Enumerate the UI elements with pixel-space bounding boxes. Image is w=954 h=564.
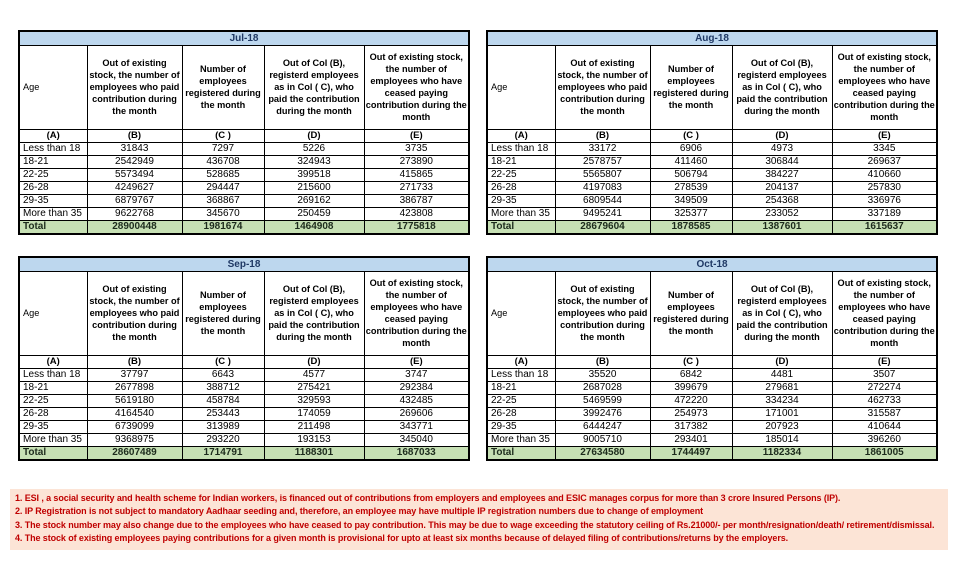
column-header-b: Out of existing stock, the number of employees who paid contribution during the month [555, 271, 650, 355]
value-cell-d: 4973 [732, 142, 832, 155]
value-cell-e: 292384 [364, 381, 469, 394]
table-row [19, 194, 469, 207]
value-cell-d: 329593 [264, 394, 364, 407]
value-cell-e: 423808 [364, 207, 469, 220]
age-cell: 18-21 [19, 381, 87, 394]
age-cell: More than 35 [487, 433, 555, 446]
value-cell-d: 215600 [264, 181, 364, 194]
value-cell-d: 324943 [264, 155, 364, 168]
table-row [487, 381, 937, 394]
month-table [486, 30, 938, 235]
table-row [487, 181, 937, 194]
age-cell: Less than 18 [19, 142, 87, 155]
column-letter-row [487, 129, 937, 142]
column-header-e: Out of existing stock, the number of employees who have ceased paying contribution during the month [364, 271, 469, 355]
column-letter-a: (A) [19, 355, 87, 368]
total-value-cell-d: 1387601 [732, 220, 832, 234]
table-row [19, 394, 469, 407]
table-row [487, 433, 937, 446]
value-cell-e: 271733 [364, 181, 469, 194]
column-header-d: Out of Col (B), registerd employees as in Col ( C), who paid the contribution during the month [732, 45, 832, 129]
value-cell-e: 315587 [832, 407, 937, 420]
table-row [487, 420, 937, 433]
value-cell-c: 436708 [182, 155, 264, 168]
value-cell-c: 368867 [182, 194, 264, 207]
value-cell-b: 2542949 [87, 155, 182, 168]
month-table [486, 256, 938, 461]
total-row [19, 446, 469, 460]
age-cell: 18-21 [19, 155, 87, 168]
value-cell-d: 306844 [732, 155, 832, 168]
column-letter-row [19, 355, 469, 368]
month-title-row [487, 31, 937, 45]
value-cell-e: 269606 [364, 407, 469, 420]
value-cell-b: 6879767 [87, 194, 182, 207]
total-label-cell: Total [487, 446, 555, 460]
value-cell-e: 386787 [364, 194, 469, 207]
column-letter-d: (D) [264, 355, 364, 368]
column-letter-a: (A) [487, 129, 555, 142]
table-row [487, 407, 937, 420]
value-cell-e: 336976 [832, 194, 937, 207]
column-letter-b: (B) [87, 355, 182, 368]
total-value-cell-b: 28900448 [87, 220, 182, 234]
total-value-cell-c: 1981674 [182, 220, 264, 234]
value-cell-c: 254973 [650, 407, 732, 420]
table-row [19, 181, 469, 194]
column-header-e: Out of existing stock, the number of employees who have ceased paying contribution during the month [364, 45, 469, 129]
total-value-cell-b: 27634580 [555, 446, 650, 460]
value-cell-b: 2687028 [555, 381, 650, 394]
value-cell-c: 6906 [650, 142, 732, 155]
total-value-cell-d: 1188301 [264, 446, 364, 460]
column-header-age: Age [19, 271, 87, 355]
column-letter-c: (C ) [182, 129, 264, 142]
value-cell-d: 233052 [732, 207, 832, 220]
age-cell: 22-25 [19, 394, 87, 407]
total-value-cell-b: 28607489 [87, 446, 182, 460]
age-cell: Less than 18 [487, 142, 555, 155]
value-cell-e: 337189 [832, 207, 937, 220]
column-header-row [19, 271, 469, 355]
total-value-cell-e: 1775818 [364, 220, 469, 234]
column-letter-e: (E) [832, 355, 937, 368]
total-label-cell: Total [19, 446, 87, 460]
column-letter-e: (E) [832, 129, 937, 142]
value-cell-d: 185014 [732, 433, 832, 446]
column-header-age: Age [487, 45, 555, 129]
month-title-row [19, 31, 469, 45]
value-cell-d: 269162 [264, 194, 364, 207]
value-cell-e: 3747 [364, 368, 469, 381]
value-cell-e: 269637 [832, 155, 937, 168]
table-row [487, 207, 937, 220]
table-row [19, 168, 469, 181]
table-row [487, 142, 937, 155]
value-cell-b: 4197083 [555, 181, 650, 194]
value-cell-b: 37797 [87, 368, 182, 381]
value-cell-b: 2677898 [87, 381, 182, 394]
value-cell-b: 3992476 [555, 407, 650, 420]
total-value-cell-c: 1744497 [650, 446, 732, 460]
value-cell-c: 345670 [182, 207, 264, 220]
column-letter-e: (E) [364, 355, 469, 368]
value-cell-b: 5469599 [555, 394, 650, 407]
value-cell-b: 9495241 [555, 207, 650, 220]
value-cell-d: 250459 [264, 207, 364, 220]
age-cell: More than 35 [487, 207, 555, 220]
footnote-line: 3. The stock number may also change due to the employees who have ceased to pay contribution. This may be due to wage exceeding the statutory ceiling of Rs.21000/- per month/resignation/death/ retirement/dismissal. [15, 519, 935, 530]
table-row [19, 381, 469, 394]
table-row [487, 394, 937, 407]
column-header-c: Number of employees registered during the month [650, 45, 732, 129]
value-cell-b: 5565807 [555, 168, 650, 181]
value-cell-b: 4249627 [87, 181, 182, 194]
value-cell-d: 254368 [732, 194, 832, 207]
value-cell-b: 5619180 [87, 394, 182, 407]
age-cell: 26-28 [487, 181, 555, 194]
table-row [487, 168, 937, 181]
value-cell-c: 6842 [650, 368, 732, 381]
footnotes [10, 489, 948, 550]
column-letter-b: (B) [555, 129, 650, 142]
table-row [19, 368, 469, 381]
value-cell-c: 253443 [182, 407, 264, 420]
value-cell-e: 462733 [832, 394, 937, 407]
table-row [487, 194, 937, 207]
value-cell-e: 257830 [832, 181, 937, 194]
value-cell-d: 4577 [264, 368, 364, 381]
value-cell-d: 211498 [264, 420, 364, 433]
month-title-row [487, 257, 937, 271]
column-header-b: Out of existing stock, the number of employees who paid contribution during the month [555, 45, 650, 129]
value-cell-e: 272274 [832, 381, 937, 394]
value-cell-c: 349509 [650, 194, 732, 207]
total-value-cell-d: 1464908 [264, 220, 364, 234]
value-cell-d: 171001 [732, 407, 832, 420]
footnote-line: 1. ESI , a social security and health scheme for Indian workers, is financed out of contributions from employers and employees and ESIC manages corpus for more than 3 crore Insured Persons (IP). [15, 493, 841, 503]
month-title: Aug-18 [487, 31, 937, 45]
column-letter-b: (B) [555, 355, 650, 368]
value-cell-b: 5573494 [87, 168, 182, 181]
total-value-cell-e: 1861005 [832, 446, 937, 460]
column-letter-e: (E) [364, 129, 469, 142]
age-cell: 22-25 [487, 394, 555, 407]
value-cell-b: 4164540 [87, 407, 182, 420]
value-cell-c: 325377 [650, 207, 732, 220]
value-cell-c: 472220 [650, 394, 732, 407]
total-value-cell-e: 1615637 [832, 220, 937, 234]
column-header-c: Number of employees registered during the month [650, 271, 732, 355]
value-cell-b: 31843 [87, 142, 182, 155]
column-header-age: Age [19, 45, 87, 129]
value-cell-c: 293220 [182, 433, 264, 446]
tables-grid [18, 30, 936, 461]
value-cell-e: 415865 [364, 168, 469, 181]
total-label-cell: Total [19, 220, 87, 234]
total-label-cell: Total [487, 220, 555, 234]
column-header-row [487, 271, 937, 355]
age-cell: 26-28 [487, 407, 555, 420]
value-cell-e: 345040 [364, 433, 469, 446]
value-cell-e: 343771 [364, 420, 469, 433]
table-row [487, 155, 937, 168]
total-value-cell-b: 28679604 [555, 220, 650, 234]
value-cell-e: 3507 [832, 368, 937, 381]
month-table [18, 30, 470, 235]
value-cell-d: 334234 [732, 394, 832, 407]
column-letter-a: (A) [487, 355, 555, 368]
age-cell: 26-28 [19, 181, 87, 194]
column-letter-row [19, 129, 469, 142]
age-cell: Less than 18 [487, 368, 555, 381]
value-cell-e: 410660 [832, 168, 937, 181]
value-cell-c: 388712 [182, 381, 264, 394]
column-header-c: Number of employees registered during the month [182, 45, 264, 129]
value-cell-d: 275421 [264, 381, 364, 394]
column-letter-d: (D) [732, 355, 832, 368]
value-cell-e: 3735 [364, 142, 469, 155]
total-value-cell-d: 1182334 [732, 446, 832, 460]
table-row [19, 142, 469, 155]
column-header-row [487, 45, 937, 129]
value-cell-c: 399679 [650, 381, 732, 394]
value-cell-b: 9622768 [87, 207, 182, 220]
value-cell-c: 528685 [182, 168, 264, 181]
value-cell-c: 317382 [650, 420, 732, 433]
table-row [19, 407, 469, 420]
value-cell-c: 313989 [182, 420, 264, 433]
age-cell: 18-21 [487, 381, 555, 394]
value-cell-e: 273890 [364, 155, 469, 168]
age-cell: 22-25 [19, 168, 87, 181]
value-cell-b: 33172 [555, 142, 650, 155]
value-cell-c: 6643 [182, 368, 264, 381]
month-title: Jul-18 [19, 31, 469, 45]
value-cell-b: 9005710 [555, 433, 650, 446]
table-row [19, 433, 469, 446]
value-cell-c: 506794 [650, 168, 732, 181]
column-header-age: Age [487, 271, 555, 355]
value-cell-c: 278539 [650, 181, 732, 194]
column-letter-b: (B) [87, 129, 182, 142]
value-cell-c: 7297 [182, 142, 264, 155]
column-letter-a: (A) [19, 129, 87, 142]
footnote-line: 4. The stock of existing employees paying contributions for a given month is provisional for upto at least six months because of delayed filing of contributions/returns by the employers. [15, 533, 789, 544]
column-letter-d: (D) [264, 129, 364, 142]
value-cell-d: 174059 [264, 407, 364, 420]
total-value-cell-c: 1878585 [650, 220, 732, 234]
value-cell-b: 6444247 [555, 420, 650, 433]
column-header-row [19, 45, 469, 129]
age-cell: 18-21 [487, 155, 555, 168]
month-title-row [19, 257, 469, 271]
column-header-e: Out of existing stock, the number of employees who have ceased paying contribution during the month [832, 45, 937, 129]
column-letter-c: (C ) [650, 129, 732, 142]
value-cell-d: 207923 [732, 420, 832, 433]
age-cell: 29-35 [487, 194, 555, 207]
value-cell-c: 458784 [182, 394, 264, 407]
total-row [19, 220, 469, 234]
value-cell-d: 399518 [264, 168, 364, 181]
value-cell-c: 293401 [650, 433, 732, 446]
age-cell: 22-25 [487, 168, 555, 181]
footnote-line: 2. IP Registration is not subject to mandatory Aadhaar seeding and, therefore, an employee may have multiple IP registration numbers due to change of employment [15, 506, 703, 517]
value-cell-e: 396260 [832, 433, 937, 446]
value-cell-c: 294447 [182, 181, 264, 194]
value-cell-b: 2578757 [555, 155, 650, 168]
table-row [19, 207, 469, 220]
value-cell-c: 411460 [650, 155, 732, 168]
month-table [18, 256, 470, 461]
column-header-c: Number of employees registered during the month [182, 271, 264, 355]
column-header-b: Out of existing stock, the number of employees who paid contribution during the month [87, 271, 182, 355]
value-cell-d: 193153 [264, 433, 364, 446]
column-letter-d: (D) [732, 129, 832, 142]
value-cell-b: 6809544 [555, 194, 650, 207]
column-header-d: Out of Col (B), registerd employees as in Col ( C), who paid the contribution during the month [732, 271, 832, 355]
age-cell: 29-35 [19, 194, 87, 207]
total-row [487, 220, 937, 234]
table-row [487, 368, 937, 381]
value-cell-b: 9368975 [87, 433, 182, 446]
column-letter-row [487, 355, 937, 368]
table-row [19, 420, 469, 433]
value-cell-e: 3345 [832, 142, 937, 155]
month-title: Oct-18 [487, 257, 937, 271]
column-header-d: Out of Col (B), registerd employees as in Col ( C), who paid the contribution during the month [264, 45, 364, 129]
value-cell-d: 4481 [732, 368, 832, 381]
age-cell: More than 35 [19, 207, 87, 220]
column-header-e: Out of existing stock, the number of employees who have ceased paying contribution during the month [832, 271, 937, 355]
age-cell: Less than 18 [19, 368, 87, 381]
value-cell-e: 410644 [832, 420, 937, 433]
value-cell-e: 432485 [364, 394, 469, 407]
table-row [19, 155, 469, 168]
value-cell-d: 5226 [264, 142, 364, 155]
value-cell-d: 204137 [732, 181, 832, 194]
age-cell: 26-28 [19, 407, 87, 420]
value-cell-b: 6739099 [87, 420, 182, 433]
column-header-d: Out of Col (B), registerd employees as in Col ( C), who paid the contribution during the month [264, 271, 364, 355]
value-cell-b: 35520 [555, 368, 650, 381]
total-row [487, 446, 937, 460]
value-cell-d: 279681 [732, 381, 832, 394]
age-cell: 29-35 [487, 420, 555, 433]
age-cell: More than 35 [19, 433, 87, 446]
column-letter-c: (C ) [182, 355, 264, 368]
value-cell-d: 384227 [732, 168, 832, 181]
column-header-b: Out of existing stock, the number of employees who paid contribution during the month [87, 45, 182, 129]
total-value-cell-e: 1687033 [364, 446, 469, 460]
column-letter-c: (C ) [650, 355, 732, 368]
age-cell: 29-35 [19, 420, 87, 433]
month-title: Sep-18 [19, 257, 469, 271]
total-value-cell-c: 1714791 [182, 446, 264, 460]
